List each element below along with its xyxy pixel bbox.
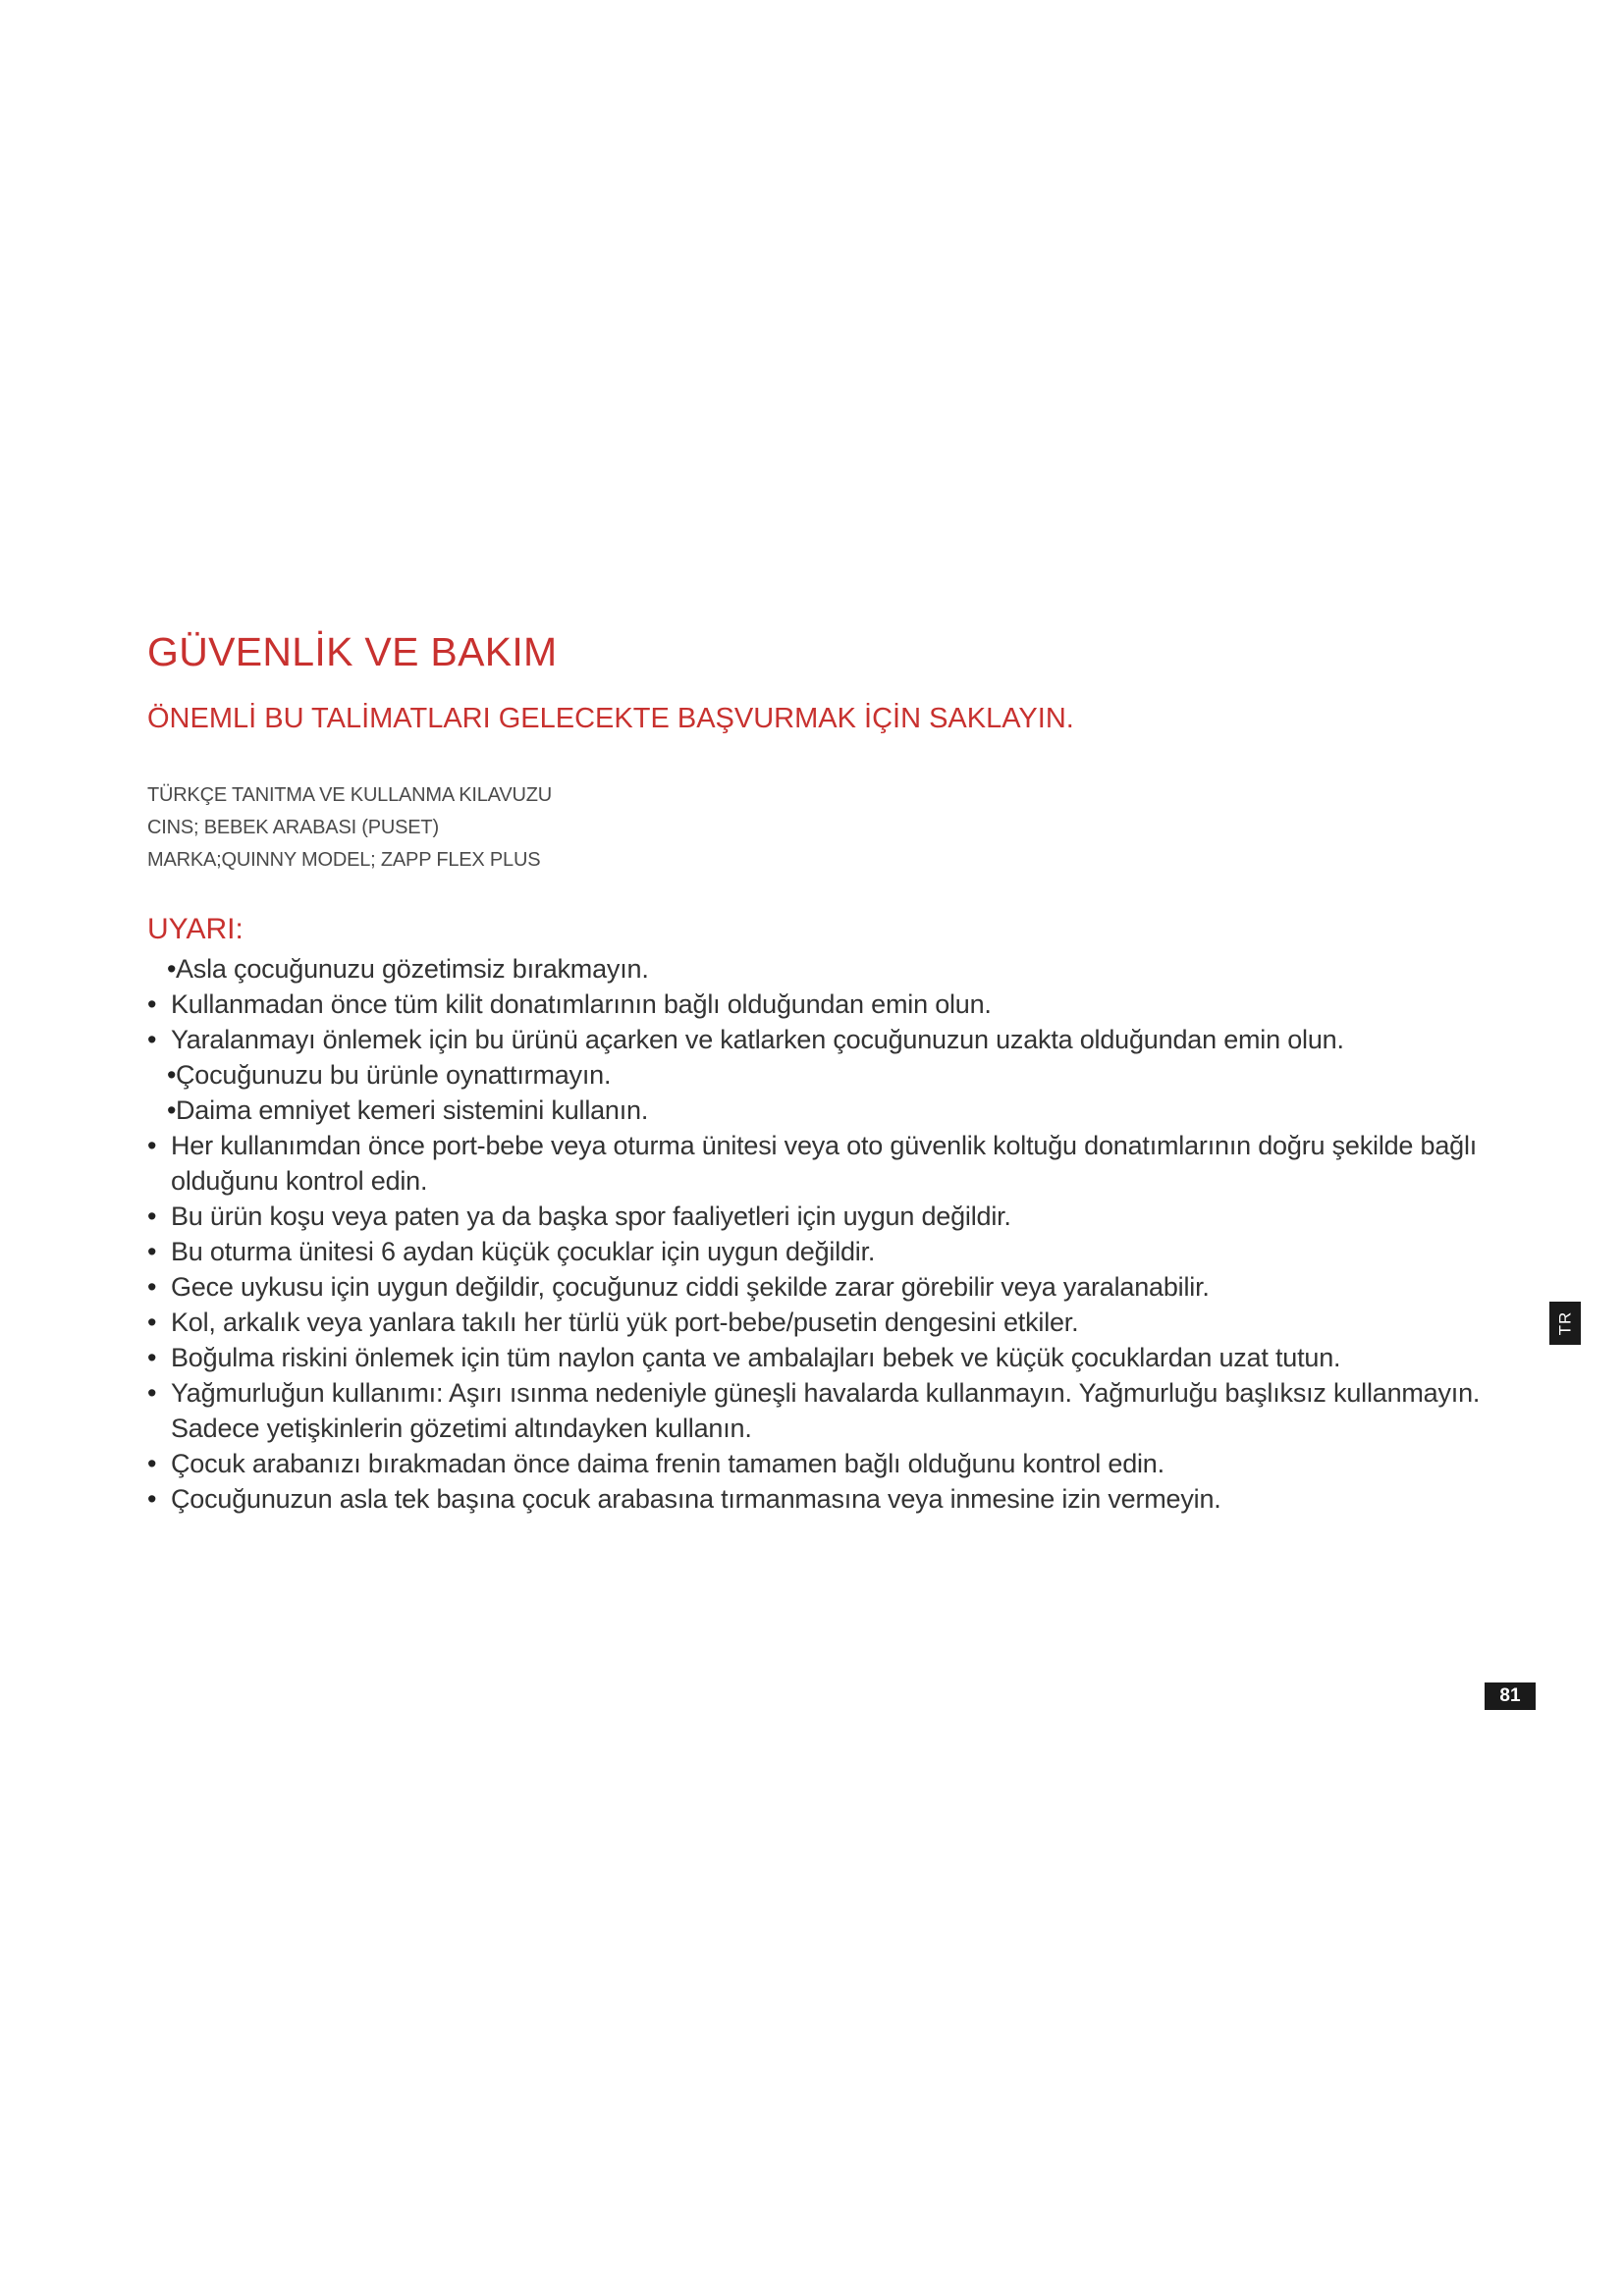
bullet-icon: •	[167, 1059, 177, 1090]
warning-item	[147, 1022, 1502, 1057]
bullet-icon: •	[147, 988, 157, 1019]
warning-text: Bu ürün koşu veya paten ya da başka spor faaliyetleri için uygun değildir.	[171, 1201, 1011, 1231]
warning-item	[147, 987, 1502, 1022]
warning-text: Yağmurluğun kullanımı: Aşırı ısınma nedeniyle güneşli havalarda kullanmayın. Yağmurluğu başlıksız kullanmayın. Sadece yetişkinlerin gözetimi altındayken kullanın.	[171, 1377, 1481, 1443]
bullet-icon: •	[147, 1483, 157, 1514]
warning-item	[147, 1234, 1502, 1269]
warning-item	[147, 1375, 1502, 1446]
warning-text: Asla çocuğunuzu gözetimsiz bırakmayın.	[176, 953, 649, 984]
warning-list	[147, 951, 1502, 1517]
warning-item	[147, 1199, 1502, 1234]
bullet-icon: •	[147, 1236, 157, 1266]
warning-item	[147, 1481, 1502, 1517]
page-subtitle: ÖNEMLİ BU TALİMATLARI GELECEKTE BAŞVURMAK İÇİN SAKLAYIN.	[147, 703, 1074, 735]
info-line-manual: TÜRKÇE TANITMA VE KULLANMA KILAVUZU	[147, 783, 552, 806]
bullet-icon: •	[167, 1095, 177, 1125]
warning-text: Her kullanımdan önce port-bebe veya oturma ünitesi veya oto güvenlik koltuğu donatımlarının doğru şekilde bağlı olduğunu kontrol edin.	[171, 1130, 1478, 1196]
warning-text: Çocuğunuzu bu ürünle oynattırmayın.	[176, 1059, 612, 1090]
warning-text: Kol, arkalık veya yanlara takılı her türlü yük port-bebe/pusetin dengesini etkiler.	[171, 1307, 1079, 1337]
warning-item	[147, 1340, 1502, 1375]
warning-item	[147, 1305, 1502, 1340]
warning-text: Daima emniyet kemeri sistemini kullanın.	[176, 1095, 649, 1125]
page-title: GÜVENLİK VE BAKIM	[147, 629, 558, 674]
warning-heading: UYARI:	[147, 912, 244, 945]
bullet-icon: •	[167, 953, 177, 984]
language-tab	[1549, 1302, 1581, 1345]
warning-item	[147, 1093, 1502, 1128]
bullet-icon: •	[147, 1271, 157, 1302]
bullet-icon: •	[147, 1448, 157, 1478]
warning-text: Boğulma riskini önlemek için tüm naylon çanta ve ambalajları bebek ve küçük çocuklardan uzat tutun.	[171, 1342, 1341, 1372]
warning-text: Gece uykusu için uygun değildir, çocuğunuz ciddi şekilde zarar görebilir veya yaralanabilir.	[171, 1271, 1210, 1302]
warning-text: Çocuk arabanızı bırakmadan önce daima frenin tamamen bağlı olduğunu kontrol edin.	[171, 1448, 1164, 1478]
bullet-icon: •	[147, 1377, 157, 1408]
bullet-icon: •	[147, 1307, 157, 1337]
info-line-type: CINS; BEBEK ARABASI (PUSET)	[147, 816, 439, 838]
warning-item	[147, 951, 1502, 987]
warning-item	[147, 1269, 1502, 1305]
bullet-icon: •	[147, 1024, 157, 1054]
warning-item	[147, 1057, 1502, 1093]
warning-text: Çocuğunuzun asla tek başına çocuk arabasına tırmanmasına veya inmesine izin vermeyin.	[171, 1483, 1221, 1514]
warning-item	[147, 1446, 1502, 1481]
warning-text: Yaralanmayı önlemek için bu ürünü açarken ve katlarken çocuğunuzun uzakta olduğundan emin olun.	[171, 1024, 1344, 1054]
warning-text: Bu oturma ünitesi 6 aydan küçük çocuklar için uygun değildir.	[171, 1236, 876, 1266]
language-tab-label: TR	[1554, 1310, 1574, 1336]
product-info-block	[147, 779, 1502, 877]
bullet-icon: •	[147, 1201, 157, 1231]
info-line-model: MARKA;QUINNY MODEL; ZAPP FLEX PLUS	[147, 848, 541, 871]
bullet-icon: •	[147, 1130, 157, 1160]
page-number: 81	[1485, 1682, 1536, 1710]
warning-item	[147, 1128, 1502, 1199]
warning-text: Kullanmadan önce tüm kilit donatımlarının bağlı olduğundan emin olun.	[171, 988, 992, 1019]
bullet-icon: •	[147, 1342, 157, 1372]
document-content	[147, 628, 1502, 1517]
